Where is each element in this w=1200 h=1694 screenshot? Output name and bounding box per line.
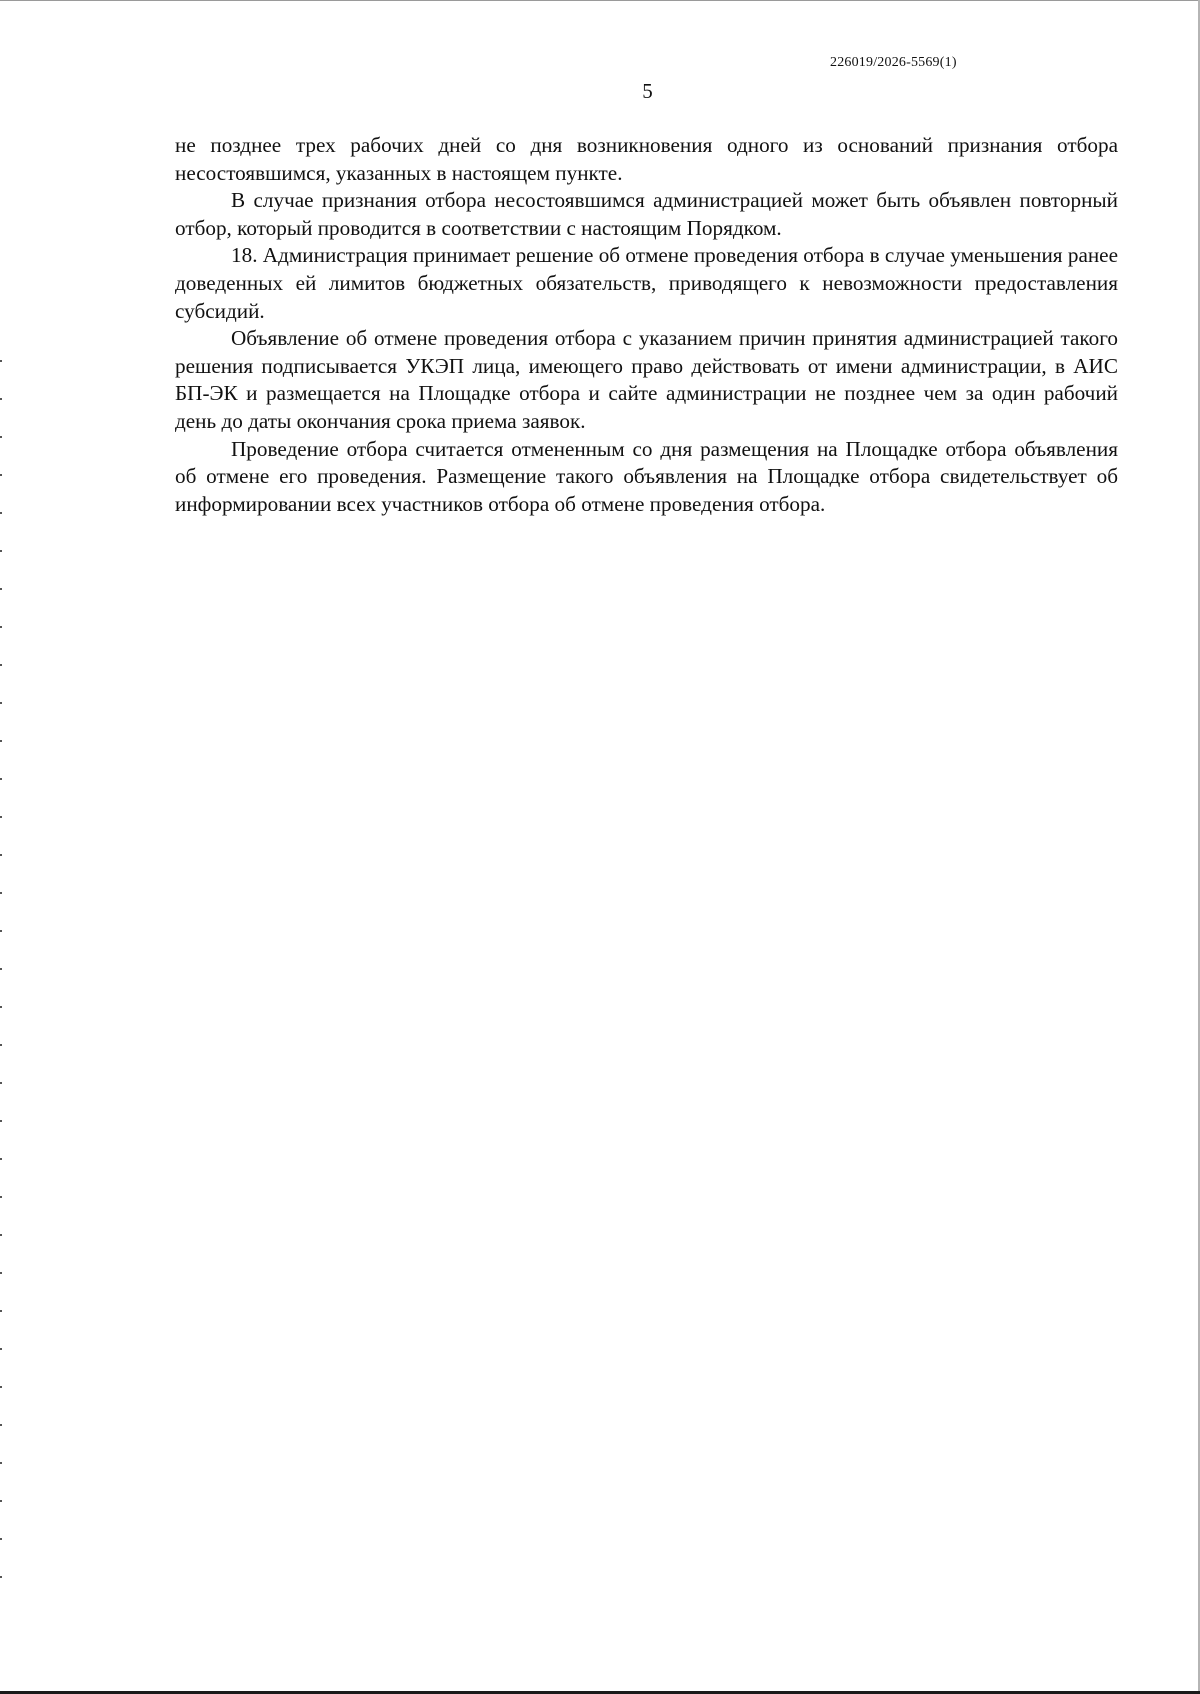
- document-id: 226019/2026-5569(1): [830, 55, 957, 70]
- paragraph-continuation: не позднее трех рабочих дней со дня возникновения одного из оснований признания отбора несостоявшимся, указанных в настоящем пункте.: [175, 133, 1118, 185]
- paragraph-item-18: 18. Администрация принимает решение об отмене проведения отбора в случае уменьшения ранее доведенных ей лимитов бюджетных обязательств, приводящего к невозможности предоставления субсидий.: [175, 243, 1118, 323]
- page-number: 5: [642, 79, 653, 103]
- scan-edge-left: [0, 360, 2, 1590]
- paragraph: Проведение отбора считается отмененным со дня размещения на Площадке отбора объявления об отмене его проведения. Размещение такого объявления на Площадке отбора свидетельствует об информировании всех участников отбора об отмене проведения отбора.: [175, 436, 1118, 516]
- scan-edge-top: [0, 0, 1200, 1]
- document-body: [175, 132, 1118, 518]
- paragraph: В случае признания отбора несостоявшимся администрацией может быть объявлен повторный отбор, который проводится в соответствии с настоящим Порядком.: [175, 188, 1118, 240]
- paragraph: Объявление об отмене проведения отбора с указанием причин принятия администрацией такого решения подписывается УКЭП лица, имеющего право действовать от имени администрации, в АИС БП-ЭК и размещается на Площадке отбора и сайте администрации не позднее чем за один рабочий день до даты окончания срока приема заявок.: [175, 326, 1118, 433]
